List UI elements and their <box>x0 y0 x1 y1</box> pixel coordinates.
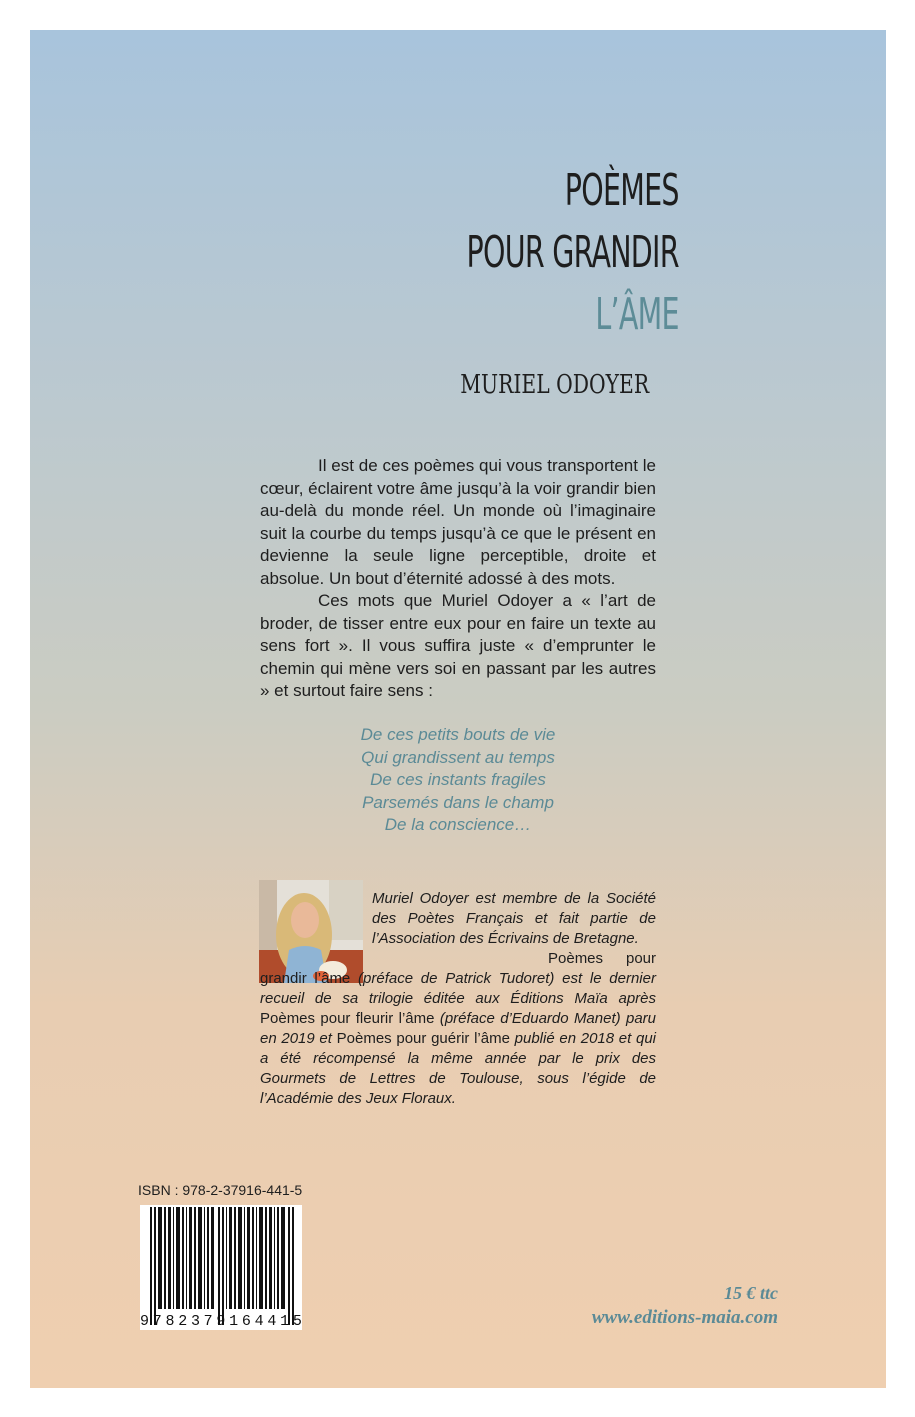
bio-text: (préface de Patrick Tudoret) est le dernier recueil de sa trilogie éditée aux Éditions Maïa après <box>260 970 656 1007</box>
barcode-digit: 1 <box>229 1313 239 1330</box>
barcode-digit: 3 <box>190 1313 200 1330</box>
barcode-digit: 9 <box>140 1313 150 1330</box>
barcode-digit: 4 <box>254 1313 264 1330</box>
bio-paragraph-1: Muriel Odoyer est membre de la Société des Poètes Français et fait partie de l’Association des Écrivains de Bretagne. <box>372 890 656 947</box>
barcode <box>140 1205 302 1330</box>
isbn-label: ISBN : 978-2-37916-441-5 <box>138 1182 303 1198</box>
bio-book-title: Poèmes pour grandir l’âme <box>260 950 656 987</box>
barcode-digit: 1 <box>280 1313 290 1330</box>
poem-excerpt <box>298 724 618 837</box>
publisher-website: www.editions-maia.com <box>591 1307 778 1328</box>
bio-book-title: Poèmes pour guérir l’âme <box>336 1030 510 1047</box>
barcode-digit: 7 <box>203 1313 213 1330</box>
barcode-digit: 7 <box>152 1313 162 1330</box>
book-title <box>384 160 679 346</box>
barcode-digit: 9 <box>216 1313 226 1330</box>
title-line-3: L’ÂME <box>595 289 679 340</box>
barcode-digit: 4 <box>267 1313 277 1330</box>
poem-line: Qui grandissent au temps <box>361 747 555 767</box>
barcode-bars <box>140 1205 302 1330</box>
poem-line: De ces instants fragiles <box>370 770 546 789</box>
bio-text: (préface d’Eduardo Manet) paru en 2019 et <box>260 1010 656 1047</box>
barcode-digit: 2 <box>178 1313 188 1330</box>
poem-line: Parsemés dans le champ <box>362 792 554 812</box>
barcode-digit: 8 <box>165 1313 175 1330</box>
title-line-2: POUR GRANDIR <box>466 227 679 278</box>
bio-text: publié en 2018 et qui a été récompensé la même année par le prix des Gourmets de Lettres de Toulouse, sous l’égide de l’Académie des Jeux Floraux. <box>260 1030 657 1107</box>
blurb-paragraph-1: Il est de ces poèmes qui vous transportent le cœur, éclairent votre âme jusqu’à la voir grandir bien au-delà du monde réel. Un monde où l’imaginaire suit la courbe du temps jusqu’à ce que le présent en devienne la seule ligne perceptible, droite et absolue. Un bout d’éternité adossé à des mots. <box>260 456 656 588</box>
bio-book-title: Poèmes pour fleurir l’âme <box>260 1010 435 1027</box>
poem-line: De la conscience… <box>384 815 532 834</box>
blurb <box>260 455 656 703</box>
poem-line: De ces petits bouts de vie <box>360 725 556 744</box>
author-name: MURIEL ODOYER <box>460 370 649 400</box>
title-line-1: POÈMES <box>564 165 679 216</box>
price: 15 € ttc <box>724 1283 778 1303</box>
barcode-digit: 5 <box>292 1313 302 1330</box>
author-bio <box>260 889 656 1109</box>
barcode-digit: 6 <box>241 1313 251 1330</box>
barcode-digits <box>140 1313 302 1330</box>
blurb-paragraph-2: Ces mots que Muriel Odoyer a « l’art de broder, de tisser entre eux pour en faire un texte au sens fort ». Il vous suffira juste « d’emprunter le chemin qui mène vers soi en passant par les autres » et surtout faire sens : <box>260 591 656 700</box>
bio-paragraph-2 <box>260 949 656 1109</box>
